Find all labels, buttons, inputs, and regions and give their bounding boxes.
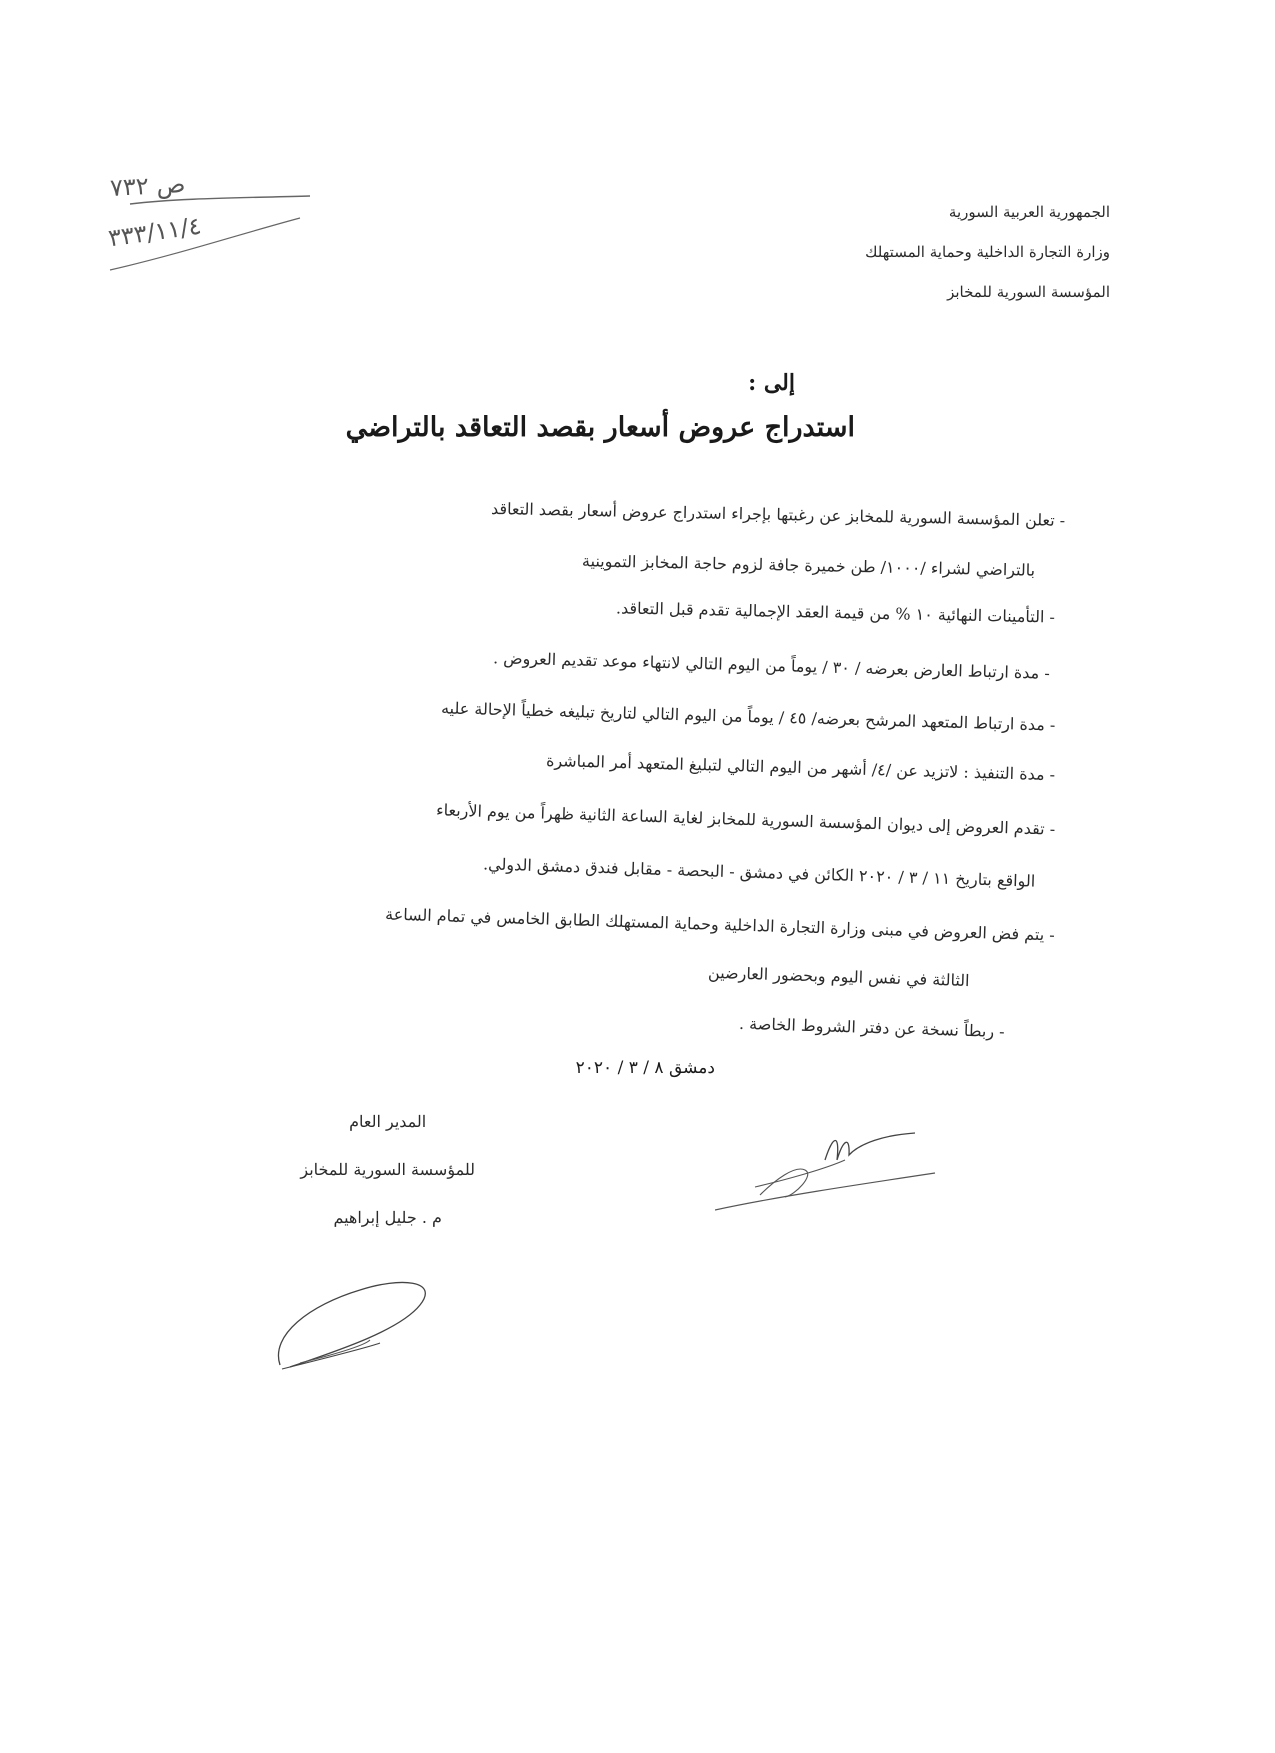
- addressee-label: إلى :: [748, 370, 795, 396]
- letterhead-institution: المؤسسة السورية للمخابز: [947, 283, 1110, 301]
- body-line: - مدة التنفيذ : لاتزيد عن /٤/ أشهر من اليوم التالي لتبليغ المتعهد أمر المباشرة: [545, 750, 1056, 785]
- body-line: بالتراضي لشراء /١٠٠٠/ طن خميرة جافة لزوم حاجة المخابز التموينية: [581, 551, 1036, 580]
- signatory-organization: للمؤسسة السورية للمخابز: [300, 1160, 475, 1179]
- body-line: - يتم فض العروض في مبنى وزارة التجارة الداخلية وحماية المستهلك الطابق الخامس في تمام الساعة: [385, 904, 1056, 945]
- initials-signature: [715, 1125, 945, 1215]
- signature-block: [300, 1098, 475, 1242]
- issue-date: دمشق ٨ / ٣ / ٢٠٢٠: [575, 1058, 715, 1078]
- body-line: - مدة ارتباط العارض بعرضه / ٣٠ / يوماً من اليوم التالي لانتهاء موعد تقديم العروض .: [492, 648, 1051, 683]
- document-title: استدراج عروض أسعار بقصد التعاقد بالتراضي: [345, 412, 855, 443]
- body-line: - ربطاً نسخة عن دفتر الشروط الخاصة .: [739, 1013, 1006, 1042]
- body-line: - تعلن المؤسسة السورية للمخابز عن رغبتها بإجراء استدراج عروض أسعار بقصد التعاقد: [490, 498, 1066, 531]
- body-line: الواقع بتاريخ ١١ / ٣ / ٢٠٢٠ الكائن في دمشق - البحصة - مقابل فندق دمشق الدولي.: [482, 854, 1036, 891]
- body-line: - مدة ارتباط المتعهد المرشح بعرضه/ ٤٥ / يوماً من اليوم التالي لتاريخ تبليغه خطياً الإحالة عليه: [440, 698, 1056, 735]
- body-line: الثالثة في نفس اليوم وبحضور العارضين: [708, 962, 971, 991]
- body-line: - تقدم العروض إلى ديوان المؤسسة السورية للمخابز لغاية الساعة الثانية ظهراً من يوم الأربعاء: [435, 800, 1056, 839]
- signatory-name: م . جليل إبراهيم: [333, 1208, 442, 1227]
- body-line: - التأمينات النهائية ١٠ % من قيمة العقد الإجمالية تقدم قبل التعاقد.: [615, 598, 1056, 627]
- reference-number: ص ٧٣٢: [109, 170, 187, 202]
- director-signature: [270, 1265, 440, 1375]
- letterhead-country: الجمهورية العربية السورية: [948, 203, 1110, 221]
- reference-date: ٣٣٣/١١/٤: [106, 211, 204, 253]
- signatory-title: المدير العام: [349, 1112, 427, 1131]
- letterhead-ministry: وزارة التجارة الداخلية وحماية المستهلك: [865, 243, 1110, 261]
